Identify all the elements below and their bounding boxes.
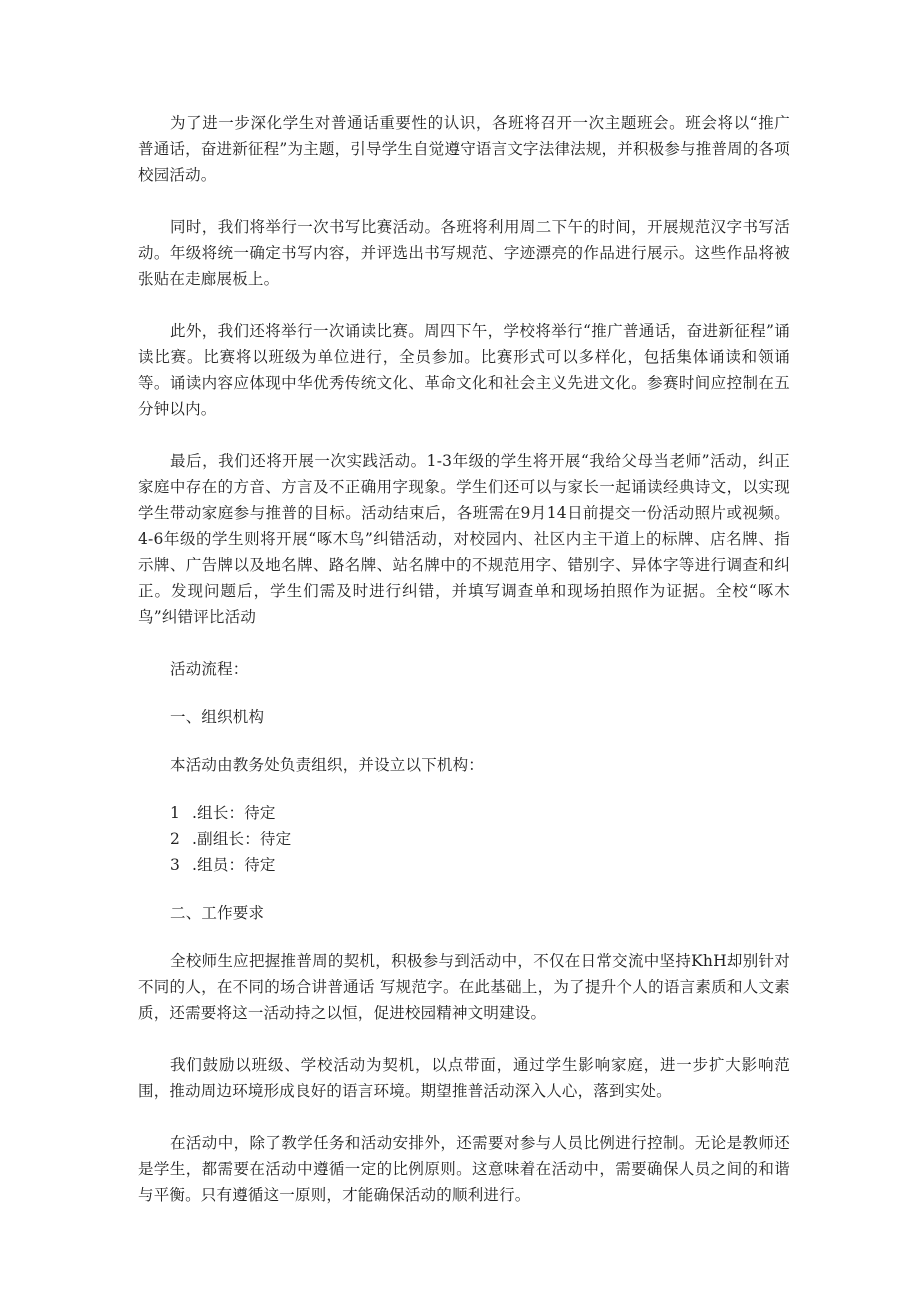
list-item-text: .组员：待定 [192,856,276,874]
document-page [138,110,790,1234]
paragraph-practice-activity: 最后，我们还将开展一次实践活动。1-3年级的学生将开展“我给父母当老师”活动，纠正家庭中存在的方音、方言及不正确用字现象。学生们还可以与家长一起诵读经典诗文，以实现学生带动家庭参与推普的目标。活动结束后，各班需在9月14日前提交一份活动照片或视频。4-6年级的学生则将开展“啄木鸟”纠错活动，对校园内、社区内主干道上的标牌、店名牌、指示牌、广告牌以及地名牌、路名牌、站名牌中的不规范用字、错别字、异体字等进行调查和纠正。发现问题后，学生们需及时进行纠错，并填写调查单和现场拍照作为证据。全校“啄木鸟”纠错评比活动 [138,452,790,626]
list-item [170,826,790,852]
list-item [170,852,790,878]
list-item-number: 2 [170,830,181,848]
section-requirements-title: 二、工作要求 [170,904,265,922]
paragraph-writing-contest: 同时，我们将举行一次书写比赛活动。各班将利用周二下午的时间，开展规范汉字书写活动。年级将统一确定书写内容，并评选出书写规范、字迹漂亮的作品进行展示。这些作品将被张贴在走廊展板上。 [138,218,790,288]
paragraph-theme-meeting: 为了进一步深化学生对普通话重要性的认识，各班将召开一次主题班会。班会将以“推广普通话，奋进新征程”为主题，引导学生自觉遵守语言文字法律法规，并积极参与推普周的各项校园活动。 [138,114,790,184]
paragraph-reading-contest: 此外，我们还将举行一次诵读比赛。周四下午，学校将举行“推广普通话，奋进新征程”诵读比赛。比赛将以班级为单位进行，全员参加。比赛形式可以多样化，包括集体诵读和领诵等。诵读内容应体现中华优秀传统文化、革命文化和社会主义先进文化。参赛时间应控制在五分钟以内。 [138,322,790,418]
list-item-text: .组长：待定 [192,804,276,822]
list-item [170,800,790,826]
paragraph-requirement-1: 全校师生应把握推普周的契机，积极参与到活动中，不仅在日常交流中坚持KhH却别针对不同的人，在不同的场合讲普通话 写规范字。在此基础上，为了提升个人的语言素质和人文素质，还需要将这一活动持之以恒，促进校园精神文明建设。 [138,952,790,1022]
section-organization-intro: 本活动由教务处负责组织，并设立以下机构： [170,756,485,774]
section-organization-title: 一、组织机构 [170,708,265,726]
paragraph-requirement-2: 我们鼓励以班级、学校活动为契机，以点带面，通过学生影响家庭，进一步扩大影响范围，推动周边环境形成良好的语言环境。期望推普活动深入人心，落到实处。 [138,1056,790,1100]
list-item-number: 1 [170,804,181,822]
organization-list [170,800,790,878]
list-item-number: 3 [170,856,181,874]
activity-flow-label: 活动流程： [170,660,249,678]
paragraph-requirement-3: 在活动中，除了教学任务和活动安排外，还需要对参与人员比例进行控制。无论是教师还是学生，都需要在活动中遵循一定的比例原则。这意味着在活动中，需要确保人员之间的和谐与平衡。只有遵循这一原则，才能确保活动的顺利进行。 [138,1134,790,1204]
list-item-text: .副组长：待定 [192,830,292,848]
